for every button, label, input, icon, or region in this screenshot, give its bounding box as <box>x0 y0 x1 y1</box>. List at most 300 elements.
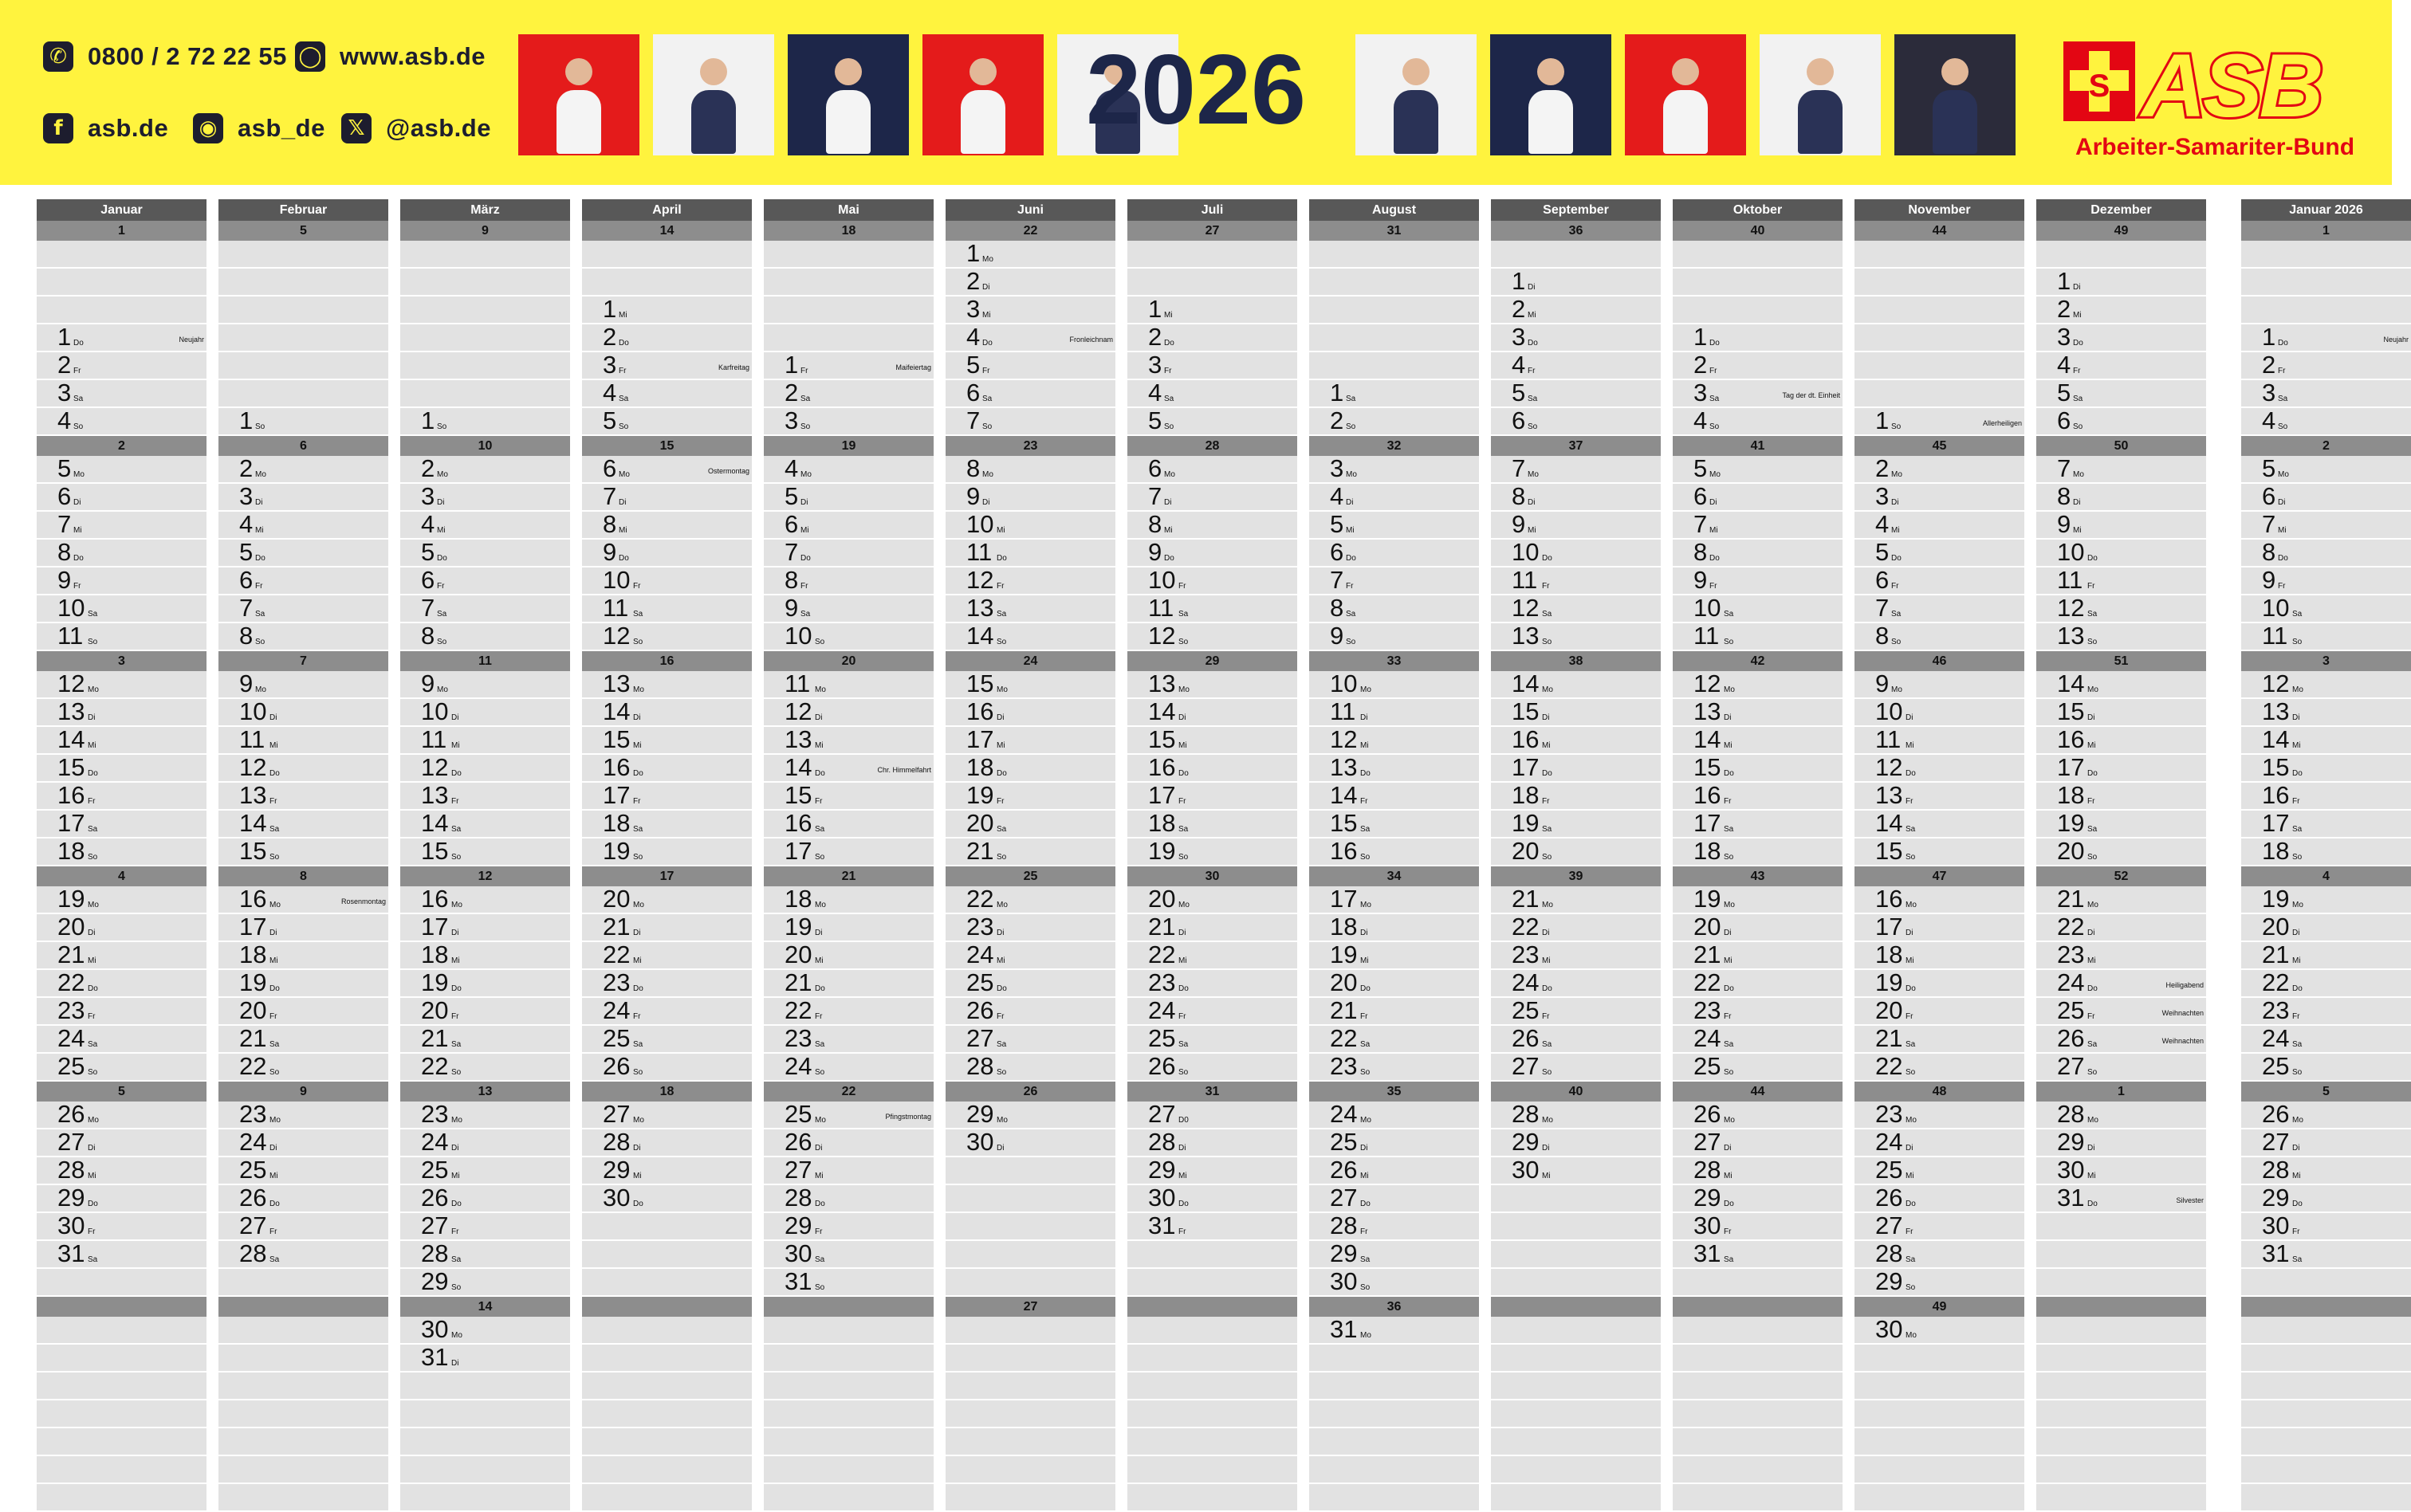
day-cell[interactable] <box>2241 512 2411 540</box>
day-cell[interactable] <box>946 595 1115 623</box>
day-cell[interactable] <box>218 970 388 998</box>
day-cell[interactable] <box>1673 727 1843 755</box>
day-cell[interactable] <box>946 942 1115 970</box>
day-cell[interactable] <box>2036 380 2206 408</box>
day-cell[interactable] <box>37 324 206 352</box>
day-cell[interactable] <box>400 512 570 540</box>
day-cell[interactable] <box>1127 671 1297 699</box>
day-cell[interactable] <box>1491 1129 1661 1157</box>
day-cell[interactable] <box>1309 838 1479 866</box>
day-cell[interactable] <box>37 1102 206 1129</box>
day-cell[interactable] <box>582 297 752 324</box>
day-cell[interactable] <box>2036 838 2206 866</box>
day-cell[interactable] <box>37 1157 206 1185</box>
day-cell[interactable] <box>1854 540 2024 567</box>
day-cell[interactable] <box>1491 1054 1661 1082</box>
day-cell[interactable] <box>1309 755 1479 783</box>
day-cell[interactable] <box>1673 1026 1843 1054</box>
day-cell[interactable] <box>764 352 934 380</box>
day-cell[interactable] <box>2241 352 2411 380</box>
day-cell[interactable] <box>2241 914 2411 942</box>
day-cell[interactable] <box>1491 811 1661 838</box>
day-cell[interactable] <box>1127 783 1297 811</box>
day-cell[interactable] <box>1127 998 1297 1026</box>
day-cell[interactable] <box>1309 512 1479 540</box>
day-cell[interactable] <box>2241 699 2411 727</box>
day-cell[interactable] <box>218 1102 388 1129</box>
day-cell[interactable] <box>764 811 934 838</box>
day-cell[interactable] <box>1309 408 1479 436</box>
day-cell[interactable] <box>1127 1213 1297 1241</box>
day-cell[interactable] <box>400 1157 570 1185</box>
day-cell[interactable] <box>1491 408 1661 436</box>
day-cell[interactable] <box>37 886 206 914</box>
day-cell[interactable] <box>1491 352 1661 380</box>
day-cell[interactable] <box>582 408 752 436</box>
day-cell[interactable] <box>946 484 1115 512</box>
day-cell[interactable] <box>946 540 1115 567</box>
day-cell[interactable] <box>37 970 206 998</box>
day-cell[interactable] <box>1127 942 1297 970</box>
day-cell[interactable] <box>1854 727 2024 755</box>
day-cell[interactable] <box>946 755 1115 783</box>
day-cell[interactable] <box>1127 623 1297 651</box>
day-cell[interactable] <box>764 408 934 436</box>
day-cell[interactable] <box>1127 1185 1297 1213</box>
day-cell[interactable] <box>37 623 206 651</box>
day-cell[interactable] <box>400 970 570 998</box>
day-cell[interactable] <box>37 512 206 540</box>
day-cell[interactable] <box>582 352 752 380</box>
day-cell[interactable] <box>1673 1241 1843 1269</box>
day-cell[interactable] <box>2241 755 2411 783</box>
day-cell[interactable] <box>2036 811 2206 838</box>
day-cell[interactable] <box>1309 1054 1479 1082</box>
day-cell[interactable] <box>400 1269 570 1297</box>
day-cell[interactable] <box>1127 380 1297 408</box>
day-cell[interactable] <box>37 811 206 838</box>
day-cell[interactable] <box>582 970 752 998</box>
day-cell[interactable] <box>2241 623 2411 651</box>
day-cell[interactable] <box>400 408 570 436</box>
day-cell[interactable] <box>37 755 206 783</box>
day-cell[interactable] <box>946 1054 1115 1082</box>
day-cell[interactable] <box>400 838 570 866</box>
day-cell[interactable] <box>2036 567 2206 595</box>
day-cell[interactable] <box>1854 623 2024 651</box>
day-cell[interactable] <box>1854 838 2024 866</box>
day-cell[interactable] <box>1854 998 2024 1026</box>
day-cell[interactable] <box>218 942 388 970</box>
day-cell[interactable] <box>764 1102 934 1129</box>
day-cell[interactable] <box>1309 1241 1479 1269</box>
day-cell[interactable] <box>946 297 1115 324</box>
day-cell[interactable] <box>400 1102 570 1129</box>
day-cell[interactable] <box>1127 1102 1297 1129</box>
day-cell[interactable] <box>946 512 1115 540</box>
day-cell[interactable] <box>1854 1102 2024 1129</box>
day-cell[interactable] <box>582 484 752 512</box>
day-cell[interactable] <box>1673 970 1843 998</box>
day-cell[interactable] <box>946 811 1115 838</box>
day-cell[interactable] <box>946 1129 1115 1157</box>
day-cell[interactable] <box>764 838 934 866</box>
day-cell[interactable] <box>2036 512 2206 540</box>
day-cell[interactable] <box>1854 456 2024 484</box>
day-cell[interactable] <box>2241 838 2411 866</box>
day-cell[interactable] <box>37 1185 206 1213</box>
day-cell[interactable] <box>400 1129 570 1157</box>
day-cell[interactable] <box>37 540 206 567</box>
day-cell[interactable] <box>2036 484 2206 512</box>
day-cell[interactable] <box>2241 783 2411 811</box>
day-cell[interactable] <box>37 914 206 942</box>
day-cell[interactable] <box>1673 671 1843 699</box>
day-cell[interactable] <box>946 623 1115 651</box>
day-cell[interactable] <box>1854 567 2024 595</box>
day-cell[interactable] <box>1491 595 1661 623</box>
day-cell[interactable] <box>218 727 388 755</box>
day-cell[interactable] <box>1491 727 1661 755</box>
day-cell[interactable] <box>1309 540 1479 567</box>
day-cell[interactable] <box>1491 699 1661 727</box>
day-cell[interactable] <box>1309 1269 1479 1297</box>
day-cell[interactable] <box>946 269 1115 297</box>
day-cell[interactable] <box>1309 811 1479 838</box>
day-cell[interactable] <box>1127 512 1297 540</box>
day-cell[interactable] <box>1854 783 2024 811</box>
day-cell[interactable] <box>2036 540 2206 567</box>
day-cell[interactable] <box>582 1026 752 1054</box>
day-cell[interactable] <box>1854 512 2024 540</box>
day-cell[interactable] <box>1673 699 1843 727</box>
day-cell[interactable] <box>218 699 388 727</box>
day-cell[interactable] <box>582 324 752 352</box>
day-cell[interactable] <box>37 1241 206 1269</box>
day-cell[interactable] <box>1854 671 2024 699</box>
day-cell[interactable] <box>2036 456 2206 484</box>
day-cell[interactable] <box>764 755 934 783</box>
day-cell[interactable] <box>400 595 570 623</box>
day-cell[interactable] <box>2241 886 2411 914</box>
day-cell[interactable] <box>582 456 752 484</box>
day-cell[interactable] <box>1673 1213 1843 1241</box>
day-cell[interactable] <box>946 241 1115 269</box>
day-cell[interactable] <box>218 1026 388 1054</box>
day-cell[interactable] <box>946 352 1115 380</box>
day-cell[interactable] <box>764 512 934 540</box>
day-cell[interactable] <box>2036 699 2206 727</box>
day-cell[interactable] <box>2036 1102 2206 1129</box>
day-cell[interactable] <box>1127 886 1297 914</box>
day-cell[interactable] <box>1309 1317 1479 1345</box>
day-cell[interactable] <box>946 886 1115 914</box>
day-cell[interactable] <box>582 540 752 567</box>
day-cell[interactable] <box>946 998 1115 1026</box>
day-cell[interactable] <box>37 783 206 811</box>
day-cell[interactable] <box>582 671 752 699</box>
day-cell[interactable] <box>400 484 570 512</box>
day-cell[interactable] <box>37 380 206 408</box>
day-cell[interactable] <box>1309 1185 1479 1213</box>
day-cell[interactable] <box>2036 998 2206 1026</box>
day-cell[interactable] <box>946 699 1115 727</box>
day-cell[interactable] <box>400 998 570 1026</box>
day-cell[interactable] <box>1673 352 1843 380</box>
day-cell[interactable] <box>1854 1317 2024 1345</box>
day-cell[interactable] <box>764 456 934 484</box>
day-cell[interactable] <box>1854 1054 2024 1082</box>
day-cell[interactable] <box>37 456 206 484</box>
day-cell[interactable] <box>2036 671 2206 699</box>
day-cell[interactable] <box>1127 324 1297 352</box>
day-cell[interactable] <box>1309 998 1479 1026</box>
day-cell[interactable] <box>764 1054 934 1082</box>
day-cell[interactable] <box>2036 1129 2206 1157</box>
day-cell[interactable] <box>1673 811 1843 838</box>
day-cell[interactable] <box>2241 1102 2411 1129</box>
day-cell[interactable] <box>1309 914 1479 942</box>
day-cell[interactable] <box>2241 484 2411 512</box>
day-cell[interactable] <box>400 1317 570 1345</box>
day-cell[interactable] <box>2036 914 2206 942</box>
day-cell[interactable] <box>37 727 206 755</box>
day-cell[interactable] <box>1309 456 1479 484</box>
day-cell[interactable] <box>2241 1157 2411 1185</box>
day-cell[interactable] <box>1491 970 1661 998</box>
day-cell[interactable] <box>400 914 570 942</box>
day-cell[interactable] <box>1127 838 1297 866</box>
day-cell[interactable] <box>764 1241 934 1269</box>
day-cell[interactable] <box>400 567 570 595</box>
day-cell[interactable] <box>2036 595 2206 623</box>
day-cell[interactable] <box>764 970 934 998</box>
day-cell[interactable] <box>582 783 752 811</box>
day-cell[interactable] <box>37 699 206 727</box>
day-cell[interactable] <box>400 540 570 567</box>
day-cell[interactable] <box>1491 838 1661 866</box>
day-cell[interactable] <box>218 755 388 783</box>
day-cell[interactable] <box>1127 1054 1297 1082</box>
day-cell[interactable] <box>400 671 570 699</box>
day-cell[interactable] <box>1127 914 1297 942</box>
day-cell[interactable] <box>218 408 388 436</box>
day-cell[interactable] <box>1127 484 1297 512</box>
day-cell[interactable] <box>764 1129 934 1157</box>
day-cell[interactable] <box>2241 1026 2411 1054</box>
day-cell[interactable] <box>400 1054 570 1082</box>
day-cell[interactable] <box>1854 755 2024 783</box>
day-cell[interactable] <box>37 942 206 970</box>
day-cell[interactable] <box>2036 269 2206 297</box>
day-cell[interactable] <box>946 456 1115 484</box>
day-cell[interactable] <box>1673 783 1843 811</box>
day-cell[interactable] <box>37 1129 206 1157</box>
day-cell[interactable] <box>946 970 1115 998</box>
day-cell[interactable] <box>946 1026 1115 1054</box>
day-cell[interactable] <box>37 595 206 623</box>
day-cell[interactable] <box>1673 512 1843 540</box>
day-cell[interactable] <box>2241 942 2411 970</box>
day-cell[interactable] <box>1673 567 1843 595</box>
day-cell[interactable] <box>218 886 388 914</box>
day-cell[interactable] <box>218 540 388 567</box>
day-cell[interactable] <box>582 1102 752 1129</box>
day-cell[interactable] <box>2241 1129 2411 1157</box>
day-cell[interactable] <box>2241 811 2411 838</box>
day-cell[interactable] <box>1309 1157 1479 1185</box>
day-cell[interactable] <box>1309 380 1479 408</box>
day-cell[interactable] <box>946 838 1115 866</box>
day-cell[interactable] <box>946 324 1115 352</box>
day-cell[interactable] <box>2036 324 2206 352</box>
day-cell[interactable] <box>2036 1026 2206 1054</box>
day-cell[interactable] <box>2036 942 2206 970</box>
day-cell[interactable] <box>400 1213 570 1241</box>
day-cell[interactable] <box>1491 324 1661 352</box>
day-cell[interactable] <box>400 783 570 811</box>
day-cell[interactable] <box>1127 297 1297 324</box>
day-cell[interactable] <box>218 1129 388 1157</box>
day-cell[interactable] <box>400 886 570 914</box>
day-cell[interactable] <box>1673 595 1843 623</box>
day-cell[interactable] <box>400 727 570 755</box>
day-cell[interactable] <box>1673 1102 1843 1129</box>
day-cell[interactable] <box>582 512 752 540</box>
day-cell[interactable] <box>1491 567 1661 595</box>
day-cell[interactable] <box>37 567 206 595</box>
day-cell[interactable] <box>1127 755 1297 783</box>
day-cell[interactable] <box>764 886 934 914</box>
day-cell[interactable] <box>764 998 934 1026</box>
day-cell[interactable] <box>764 942 934 970</box>
day-cell[interactable] <box>1673 838 1843 866</box>
day-cell[interactable] <box>2241 595 2411 623</box>
day-cell[interactable] <box>1854 942 2024 970</box>
day-cell[interactable] <box>1127 567 1297 595</box>
day-cell[interactable] <box>582 914 752 942</box>
day-cell[interactable] <box>1854 811 2024 838</box>
day-cell[interactable] <box>2241 380 2411 408</box>
day-cell[interactable] <box>1673 886 1843 914</box>
day-cell[interactable] <box>1309 567 1479 595</box>
day-cell[interactable] <box>37 671 206 699</box>
day-cell[interactable] <box>1309 1129 1479 1157</box>
day-cell[interactable] <box>1309 727 1479 755</box>
day-cell[interactable] <box>946 1102 1115 1129</box>
day-cell[interactable] <box>1491 1102 1661 1129</box>
day-cell[interactable] <box>1854 1185 2024 1213</box>
day-cell[interactable] <box>1127 970 1297 998</box>
day-cell[interactable] <box>1127 595 1297 623</box>
day-cell[interactable] <box>1854 886 2024 914</box>
day-cell[interactable] <box>582 886 752 914</box>
day-cell[interactable] <box>1673 623 1843 651</box>
day-cell[interactable] <box>1673 456 1843 484</box>
day-cell[interactable] <box>1309 970 1479 998</box>
day-cell[interactable] <box>1491 1157 1661 1185</box>
day-cell[interactable] <box>1127 811 1297 838</box>
day-cell[interactable] <box>1127 699 1297 727</box>
day-cell[interactable] <box>764 595 934 623</box>
day-cell[interactable] <box>2036 727 2206 755</box>
day-cell[interactable] <box>1491 998 1661 1026</box>
day-cell[interactable] <box>1127 352 1297 380</box>
day-cell[interactable] <box>2036 970 2206 998</box>
day-cell[interactable] <box>764 380 934 408</box>
day-cell[interactable] <box>400 623 570 651</box>
day-cell[interactable] <box>1673 998 1843 1026</box>
day-cell[interactable] <box>764 567 934 595</box>
day-cell[interactable] <box>582 811 752 838</box>
day-cell[interactable] <box>400 1026 570 1054</box>
day-cell[interactable] <box>218 811 388 838</box>
day-cell[interactable] <box>1309 783 1479 811</box>
day-cell[interactable] <box>1491 297 1661 324</box>
day-cell[interactable] <box>582 623 752 651</box>
day-cell[interactable] <box>764 671 934 699</box>
day-cell[interactable] <box>218 783 388 811</box>
day-cell[interactable] <box>1673 484 1843 512</box>
day-cell[interactable] <box>1854 595 2024 623</box>
day-cell[interactable] <box>582 1157 752 1185</box>
day-cell[interactable] <box>582 595 752 623</box>
day-cell[interactable] <box>1673 942 1843 970</box>
day-cell[interactable] <box>1491 484 1661 512</box>
day-cell[interactable] <box>764 540 934 567</box>
day-cell[interactable] <box>1491 380 1661 408</box>
day-cell[interactable] <box>218 671 388 699</box>
day-cell[interactable] <box>1491 886 1661 914</box>
day-cell[interactable] <box>2036 783 2206 811</box>
day-cell[interactable] <box>764 484 934 512</box>
day-cell[interactable] <box>764 1026 934 1054</box>
day-cell[interactable] <box>1673 540 1843 567</box>
day-cell[interactable] <box>400 456 570 484</box>
day-cell[interactable] <box>1491 755 1661 783</box>
day-cell[interactable] <box>2241 1213 2411 1241</box>
day-cell[interactable] <box>946 914 1115 942</box>
day-cell[interactable] <box>582 380 752 408</box>
day-cell[interactable] <box>218 1157 388 1185</box>
day-cell[interactable] <box>1491 914 1661 942</box>
day-cell[interactable] <box>218 998 388 1026</box>
day-cell[interactable] <box>1491 269 1661 297</box>
day-cell[interactable] <box>37 838 206 866</box>
day-cell[interactable] <box>946 671 1115 699</box>
day-cell[interactable] <box>1127 1026 1297 1054</box>
day-cell[interactable] <box>946 783 1115 811</box>
day-cell[interactable] <box>1127 408 1297 436</box>
day-cell[interactable] <box>1491 456 1661 484</box>
day-cell[interactable] <box>37 998 206 1026</box>
day-cell[interactable] <box>582 1185 752 1213</box>
day-cell[interactable] <box>2241 567 2411 595</box>
day-cell[interactable] <box>582 1054 752 1082</box>
day-cell[interactable] <box>582 1129 752 1157</box>
day-cell[interactable] <box>1854 1129 2024 1157</box>
day-cell[interactable] <box>1673 914 1843 942</box>
day-cell[interactable] <box>2241 540 2411 567</box>
day-cell[interactable] <box>764 1213 934 1241</box>
day-cell[interactable] <box>37 1213 206 1241</box>
day-cell[interactable] <box>37 1054 206 1082</box>
day-cell[interactable] <box>764 783 934 811</box>
day-cell[interactable] <box>218 512 388 540</box>
day-cell[interactable] <box>400 942 570 970</box>
day-cell[interactable] <box>582 699 752 727</box>
day-cell[interactable] <box>2036 623 2206 651</box>
